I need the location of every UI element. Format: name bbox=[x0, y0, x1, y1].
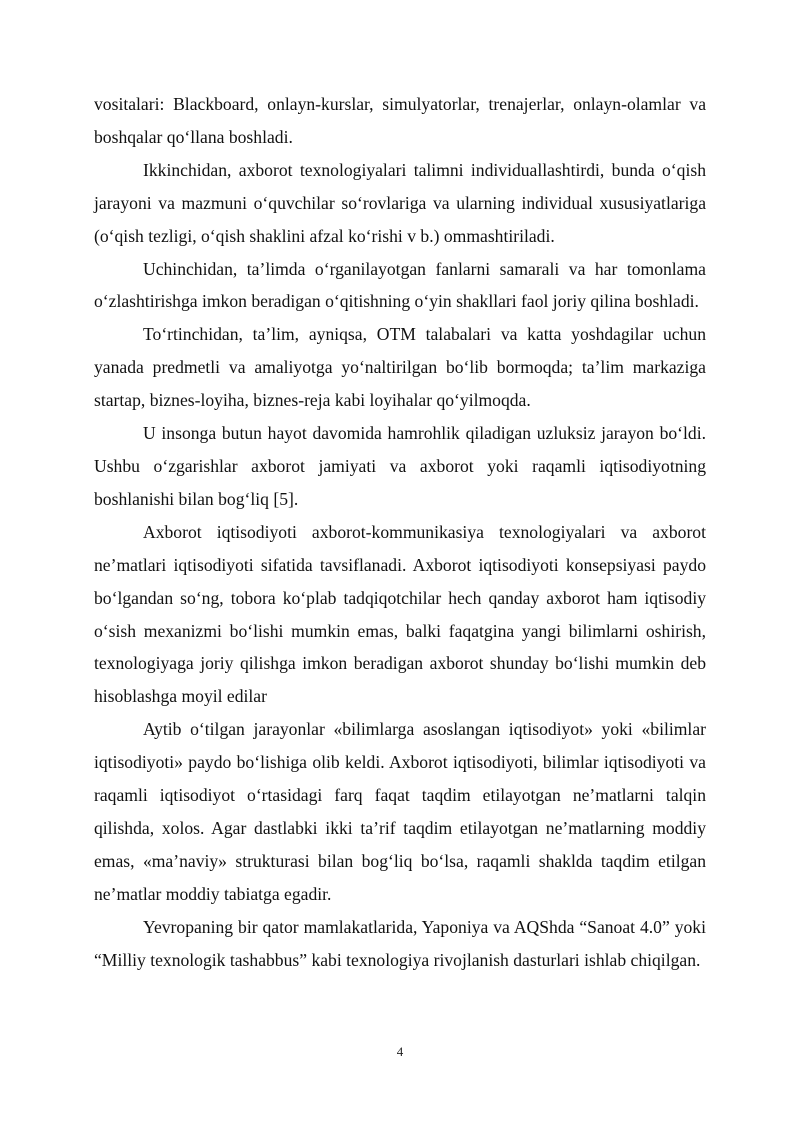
paragraph-uchinchidan: Uchinchidan, ta’limda o‘rganilayotgan fanlarni samarali va har tomonlama o‘zlashtirishga imkon beradigan o‘qitishning o‘yin shakllari faol joriy qilina boshladi. bbox=[94, 258, 706, 312]
paragraph-yevropa: Yevropaning bir qator mamlakatlarida, Yaponiya va AQShda “Sanoat 4.0” yoki “Milliy texnologik tashabbus” kabi texnologiya rivojlanish dasturlari ishlab chiqilgan. bbox=[94, 916, 706, 970]
page-number: 4 bbox=[396, 1044, 404, 1059]
paragraph-axborot-iqtisodiyoti: Axborot iqtisodiyoti axborot-kommunikasiya texnologiyalari va axborot ne’matlari iqtisodiyoti sifatida tavsiflanadi. Axborot iqtisodiyoti konsepsiyasi paydo bo‘lgandan so‘ng, tobora ko‘plab tadqiqotchilar hech qanday axborot ham iqtisodiy o‘sish mexanizmi bo‘lishi mumkin emas, balki faqatgina yangi bilimlarni oshirish, texnologiyaga joriy qilishga imkon beradigan axborot shunday bo‘lishi mumkin deb hisoblashga moyil edilar bbox=[94, 521, 706, 707]
body-text bbox=[94, 88, 706, 976]
paragraph-uzluksiz-jarayon: U insonga butun hayot davomida hamrohlik qiladigan uzluksiz jarayon bo‘ldi. Ushbu o‘zgarishlar axborot jamiyati va axborot yoki raqamli iqtisodiyotning boshlanishi bilan bog‘liq [5]. bbox=[94, 423, 706, 509]
paragraph-ikkinchidan: Ikkinchidan, axborot texnologiyalari talimni individuallashtirdi, bunda o‘qish jarayoni va mazmuni o‘quvchilar so‘rovlariga va ularning individual xususiyatlariga (o‘qish tezligi, o‘qish shaklini afzal ko‘rishi v b.) ommashtiriladi. bbox=[94, 159, 706, 246]
paragraph-tortinchidan: To‘rtinchidan, ta’lim, ayniqsa, OTM talabalari va katta yoshdagilar uchun yanada predmetli va amaliyotga yo‘naltirilgan bo‘lib bormoqda; ta’lim markaziga startap, biznes-loyiha, biznes-reja kabi loyihalar qo‘yilmoqda. bbox=[94, 324, 706, 411]
paragraph-continuation: vositalari: Blackboard, onlayn-kurslar, simulyatorlar, trenajerlar, onlayn-olamlar va boshqalar qo‘llana boshladi. bbox=[94, 94, 706, 147]
paragraph-bilimlar-iqtisodiyoti: Aytib o‘tilgan jarayonlar «bilimlarga asoslangan iqtisodiyot» yoki «bilimlar iqtisodiyoti» paydo bo‘lishiga olib keldi. Axborot iqtisodiyoti, bilimlar iqtisodiyoti va raqamli iqtisodiyot o‘rtasidagi farq faqat taqdim etilayotgan ne’matlarni talqin qilishda, xolos. Agar dastlabki ikki ta’rif taqdim etilayotgan ne’matlarning moddiy emas, «ma’naviy» strukturasi bilan bog‘liq bo‘lsa, raqamli shaklda taqdim etilgan ne’matlar moddiy tabiatga egadir. bbox=[94, 719, 706, 904]
